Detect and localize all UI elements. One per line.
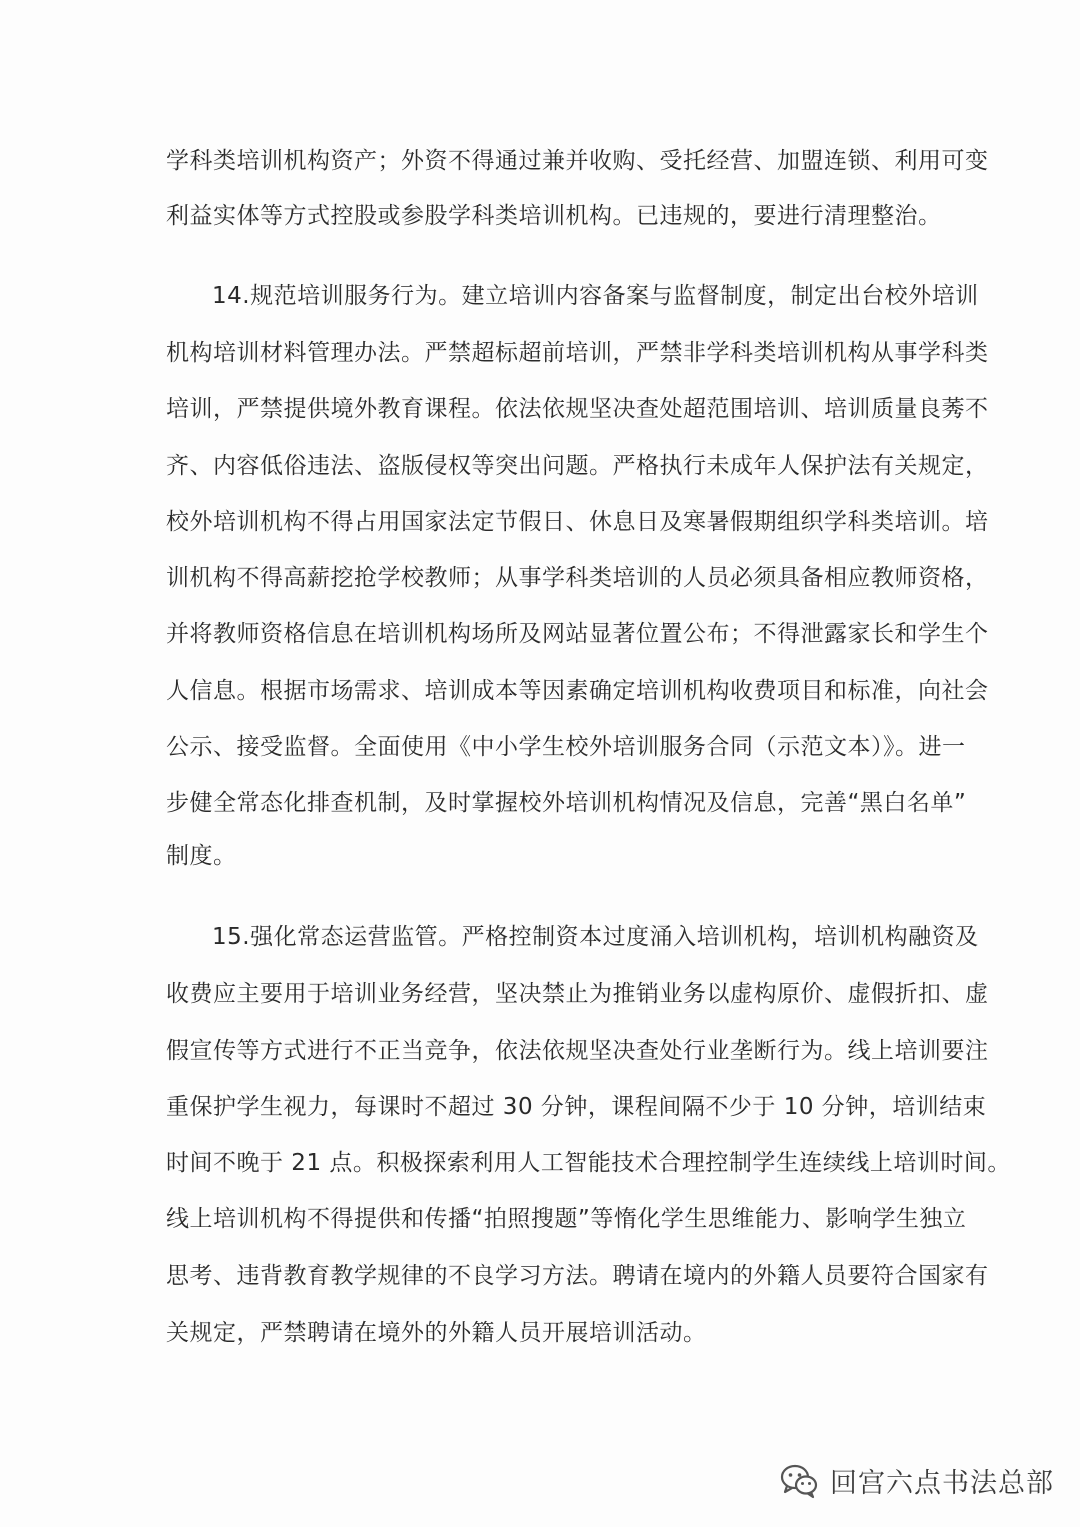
text-line: 收费应主要用于培训业务经营，坚决禁止为推销业务以虚构原价、虚假折扣、虚 <box>166 981 989 1007</box>
wechat-watermark <box>778 1452 1054 1508</box>
paragraph-14-first-line: 14.规范培训服务行为。建立培训内容备案与监督制度，制定出台校外培训 <box>212 283 979 309</box>
text-line: 制度。 <box>166 843 237 869</box>
text-line: 人信息。根据市场需求、培训成本等因素确定培训机构收费项目和标准，向社会 <box>166 678 989 704</box>
text-line: 重保护学生视力，每课时不超过 30 分钟，课程间隔不少于 10 分钟，培训结束 <box>166 1094 987 1120</box>
text-line: 公示、接受监督。全面使用《中小学生校外培训服务合同（示范文本）》。进一 <box>166 734 966 760</box>
text-line: 培训，严禁提供境外教育课程。依法依规坚决查处超范围培训、培训质量良莠不 <box>166 396 989 422</box>
text-line: 思考、违背教育教学规律的不良学习方法。聘请在境内的外籍人员要符合国家有 <box>166 1263 989 1289</box>
text-line: 齐、内容低俗违法、盗版侵权等突出问题。严格执行未成年人保护法有关规定， <box>166 453 989 479</box>
wechat-icon <box>778 1459 820 1501</box>
text-line: 校外培训机构不得占用国家法定节假日、休息日及寒暑假期组织学科类培训。培 <box>166 509 989 535</box>
text-line: 训机构不得高薪挖抢学校教师；从事学科类培训的人员必须具备相应教师资格， <box>166 565 989 591</box>
watermark-text: 回宫六点书法总部 <box>830 1467 1054 1499</box>
text-line: 关规定，严禁聘请在境外的外籍人员开展培训活动。 <box>166 1320 707 1346</box>
text-line: 假宣传等方式进行不正当竞争，依法依规坚决查处行业垄断行为。线上培训要注 <box>166 1038 989 1064</box>
text-line: 时间不晚于 21 点。积极探索利用人工智能技术合理控制学生连续线上培训时间。 <box>166 1150 1011 1176</box>
paragraph-15-first-line: 15.强化常态运营监管。严格控制资本过度涌入培训机构，培训机构融资及 <box>212 924 979 950</box>
text-line: 利益实体等方式控股或参股学科类培训机构。已违规的，要进行清理整治。 <box>166 203 942 229</box>
text-line: 步健全常态化排查机制，及时掌握校外培训机构情况及信息，完善“黑白名单” <box>166 790 967 816</box>
text-line: 学科类培训机构资产；外资不得通过兼并收购、受托经营、加盟连锁、利用可变 <box>166 148 989 174</box>
text-line: 线上培训机构不得提供和传播“拍照搜题”等惰化学生思维能力、影响学生独立 <box>166 1206 967 1232</box>
text-line: 机构培训材料管理办法。严禁超标超前培训，严禁非学科类培训机构从事学科类 <box>166 340 989 366</box>
text-line: 并将教师资格信息在培训机构场所及网站显著位置公布；不得泄露家长和学生个 <box>166 621 989 647</box>
